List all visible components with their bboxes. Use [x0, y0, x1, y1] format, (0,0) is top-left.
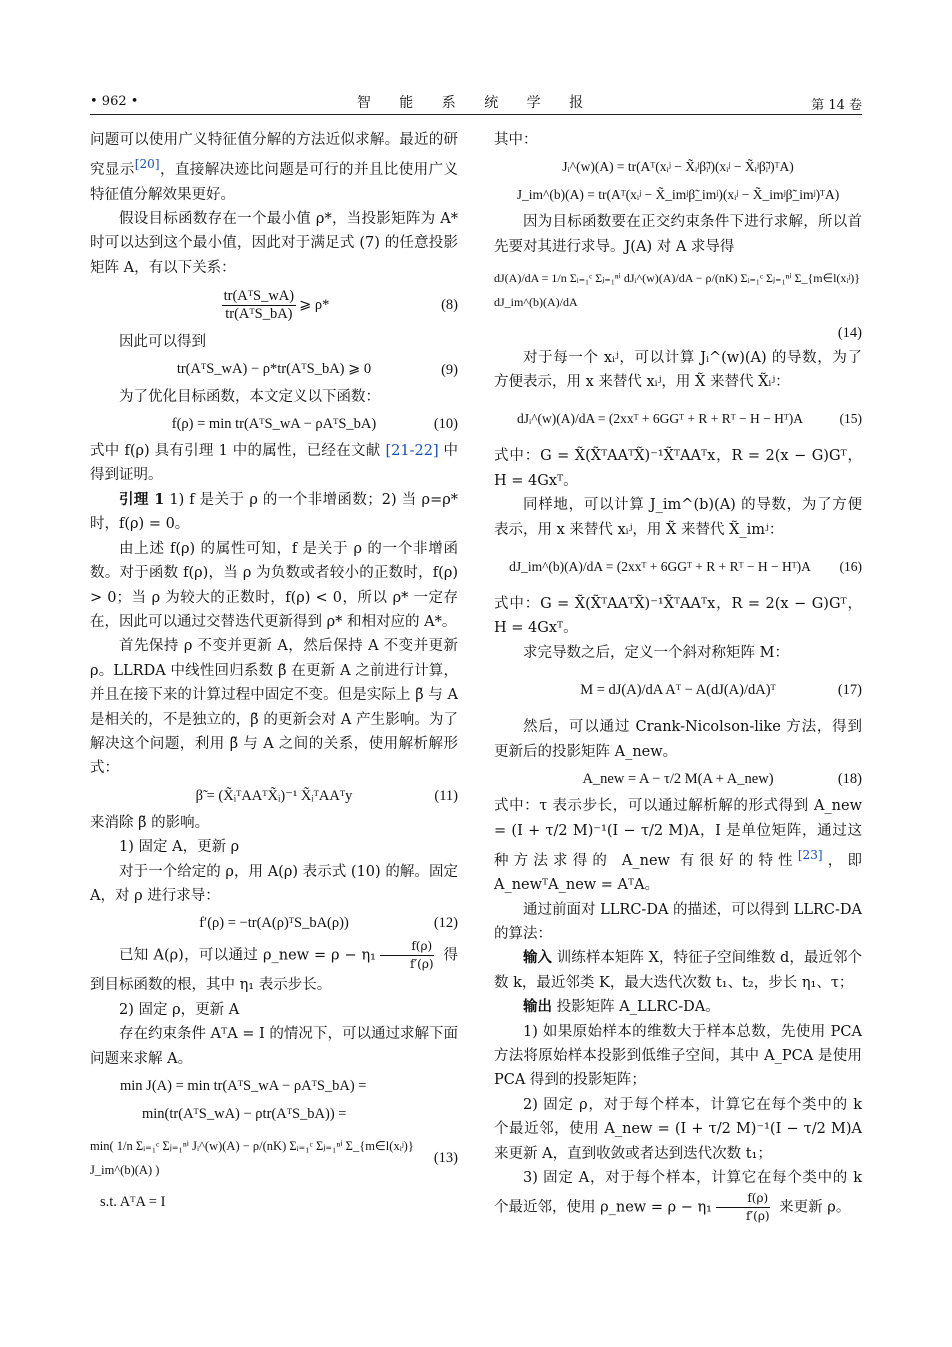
paragraph: 已知 A(ρ)，可以通过 ρ_new = ρ − η₁ $\frac{f(\rho)}{f'(\rho)}$ 得到目标函数的根，其中 η₁ 表示步长。: [90, 939, 458, 994]
algorithm-step-1: 1) 如果原始样本的维数大于样本总数，先使用 PCA 方法将原始样本投影到低维子空间，其中 A_PCA 是使用 PCA 得到的投影矩阵；: [494, 1023, 862, 1089]
paragraph: 对于一个给定的 ρ，用 A(ρ) 表示式 (10) 的解。固定 A，对 ρ 进行求导：: [90, 863, 458, 904]
equation-15: dJᵢ^(w)(A)/dA = (2xxᵀ + 6GGᵀ + R + Rᵀ − H − Hᵀ)A (15): [516, 411, 862, 427]
paragraph: 求完导数之后，定义一个斜对称矩阵 M：: [523, 644, 789, 661]
paragraph: 式中：G = X̃(X̃ᵀAAᵀX̃)⁻¹X̃ᵀAAᵀx，R = 2(x − G)Gᵀ，H = 4Gxᵀ。: [494, 596, 862, 637]
paragraph: 式中 f(ρ) 具有引理 1 中的属性，已经在文献 [21-22] 中得到证明。: [90, 443, 459, 484]
right-column: [494, 128, 862, 1225]
subheading: 2) 固定 ρ，更新 A: [119, 1001, 240, 1018]
equation-8: $\frac{\text{tr(AᵀS\_wA)}}{\text{tr(AᵀS\_bA)}}$ ⩾ ρ* (8): [223, 287, 458, 322]
page-header: [90, 92, 862, 115]
equation-16: dJ_im^(b)(A)/dA = (2xxᵀ + 6GGᵀ + R + Rᵀ − H − Hᵀ)A (16): [509, 558, 862, 574]
equation-13-constraint: s.t. AᵀA = I: [100, 1193, 166, 1210]
equation-17: M = dJ(A)/dA Aᵀ − A(dJ(A)/dA)ᵀ (17): [580, 682, 862, 699]
equation-11: β̃ = (X̃ᵢᵀAAᵀX̃ᵢ)⁻¹ X̃ᵢᵀAAᵀy (11): [195, 787, 458, 804]
equation-13-line2: min(tr(AᵀS_wA) − ρtr(AᵀS_bA)) =: [142, 1105, 347, 1122]
equation-9: tr(AᵀS_wA) − ρ*tr(AᵀS_bA) ⩾ 0 (9): [176, 361, 458, 378]
citation-link[interactable]: [23]: [797, 847, 823, 862]
equation-number: (8): [441, 297, 458, 314]
paragraph: 同样地，可以计算 J_im^(b)(A) 的导数，为了方便表示，用 x 来替代 xᵢʲ，用 X̃ 来替代 X̃_imʲ：: [494, 497, 862, 538]
paragraph: 因此可以得到: [119, 334, 206, 351]
equation-13-line3: min( 1/n Σᵢ₌₁ᶜ Σⱼ₌₁ⁿⁱ Jᵢ^(w)(A) − ρ/(nK) Σᵢ₌₁ᶜ Σⱼ₌₁ⁿⁱ Σ_{m∈l(xᵢʲ)} J_im^(b)(A) ) (13): [90, 1138, 458, 1178]
paragraph: 来消除 β̃ 的影响。: [90, 814, 210, 831]
algorithm-output: 输出 投影矩阵 A_LLRC-DA。: [523, 998, 720, 1016]
left-column: [90, 128, 458, 1217]
subheading: 1) 固定 A，更新 ρ: [119, 839, 240, 856]
equation-10: f(ρ) = min tr(AᵀS_wA − ρAᵀS_bA) (10): [171, 415, 458, 432]
equation-12: f′(ρ) = −tr(A(ρ)ᵀS_bA(ρ)) (12): [199, 915, 458, 932]
paragraph: 问题可以使用广义特征值分解的方法近似求解。最近的研究显示[20]，直接解决迹比问题是可行的并且比使用广义特征值分解效果更好。: [90, 132, 458, 203]
paragraph: 由上述 f(ρ) 的属性可知，f 是关于 ρ 的一个非增函数。对于函数 f(ρ)，当 ρ 为负数或者较小的正数时，f(ρ) > 0；当 ρ 为较大的正数时，f(ρ) < 0，所以 ρ* 一定存在，因此可以通过交替迭代更新得到 ρ* 和相对应的 A*。: [90, 540, 458, 630]
equation-14: dJ(A)/dA = 1/n Σᵢ₌₁ᶜ Σⱼ₌₁ⁿⁱ dJᵢ^(w)(A)/dA − ρ/(nK) Σᵢ₌₁ᶜ Σⱼ₌₁ⁿⁱ Σ_{m∈l(xᵢʲ)} dJ_im^(b)(A)/dA: [494, 270, 860, 310]
paragraph: 因为目标函数要在正交约束条件下进行求解，所以首先要对其进行求导。J(A) 对 A 求导得: [494, 214, 862, 255]
paragraph: 然后，可以通过 Crank-Nicolson-like 方法，得到更新后的投影矩阵 A_new。: [494, 719, 862, 760]
paragraph: 存在约束条件 AᵀA = I 的情况下，可以通过求解下面问题来求解 A。: [90, 1026, 458, 1067]
paragraph: 式中：τ 表示步长，可以通过解析解的形式得到 A_new = (I + τ/2 M)⁻¹(I − τ/2 M)A，I 是单位矩阵，通过这种方法求得的 A_new 有很好的特性[23]，即 A_newᵀA_new = AᵀA。: [494, 798, 862, 894]
paragraph: 假设目标函数存在一个最小值 ρ*，当投影矩阵为 A* 时可以达到这个最小值，因此对于满足式 (7) 的任意投影矩阵 A，有以下关系：: [90, 211, 458, 276]
algorithm-input: 输入 训练样本矩阵 X，特征子空间维数 d，最近邻个数 k，最近邻类 K，最大迭代次数 t₁、t₂，步长 η₁、τ；: [494, 949, 863, 991]
equation-number: (14): [837, 325, 862, 342]
equation-13-line1: min J(A) = min tr(AᵀS_wA − ρAᵀS_bA) =: [120, 1077, 367, 1094]
citation-link[interactable]: [20]: [134, 157, 160, 172]
journal-name: 智 能 系 统 学 报: [356, 95, 596, 111]
paragraph: 其中：: [494, 132, 538, 148]
page-number: • 962 •: [90, 94, 139, 109]
paragraph: 首先保持 ρ 不变并更新 A，然后保持 A 不变并更新 ρ。LLRDA 中线性回归系数 β̃ 在更新 A 之前进行计算，并且在接下来的计算过程中固定不变。但是实际上 β̃ 与 A 是相关的，不是独立的，β̃ 的更新会对 A 产生影响。为了解决这个问题，利用 β̃ 与 A 之间的关系，使用解析解形式：: [90, 638, 458, 777]
paragraph: 式中：G = X̃(X̃ᵀAAᵀX̃)⁻¹X̃ᵀAAᵀx，R = 2(x − G)Gᵀ，H = 4Gxᵀ。: [494, 448, 862, 489]
paragraph: 通过前面对 LLRC-DA 的描述，可以得到 LLRC-DA 的算法：: [494, 901, 862, 942]
equation-jw: Jᵢ^(w)(A) = tr(Aᵀ(xᵢʲ − X̃ᵢʲβ̃ᵢʲ)(xᵢʲ − X̃ᵢʲβ̃ᵢʲ)ᵀA): [562, 159, 794, 175]
citation-link[interactable]: [21-22]: [385, 443, 439, 460]
paragraph: 为了优化目标函数，本文定义以下函数：: [119, 388, 380, 405]
paragraph: 对于每一个 xᵢʲ，可以计算 Jᵢ^(w)(A) 的导数，为了方便表示，用 x 来替代 xᵢʲ，用 X̃ 来替代 X̃ᵢʲ：: [494, 349, 862, 391]
algorithm-step-2: 2) 固定 ρ，对于每个样本，计算它在每个类中的 k 个最近邻，使用 A_new = (I + τ/2 M)⁻¹(I − τ/2 M)A 来更新 A，直到收敛或者达到迭代次数 t₁；: [494, 1096, 862, 1162]
equation-18: A_new = A − τ/2 M(A + A_new) (18): [582, 770, 862, 787]
algorithm-step-3: 3) 固定 A，对于每个样本，计算它在每个类中的 k 个最近邻，使用 ρ_new = ρ − η₁ $\frac{f(\rho)}{f'(\rho)}$ 来更新 ρ。: [494, 1170, 862, 1224]
lemma: 引理 1 1) f 是关于 ρ 的一个非增函数；2) 当 ρ=ρ* 时，f(ρ) = 0。: [90, 490, 458, 533]
volume-label: 第 14 卷: [811, 98, 862, 113]
equation-jb: J_im^(b)(A) = tr(Aᵀ(xᵢʲ − X̃_imʲβ̃_imʲ)(xᵢʲ − X̃_imʲβ̃_imʲ)ᵀA): [516, 187, 840, 203]
